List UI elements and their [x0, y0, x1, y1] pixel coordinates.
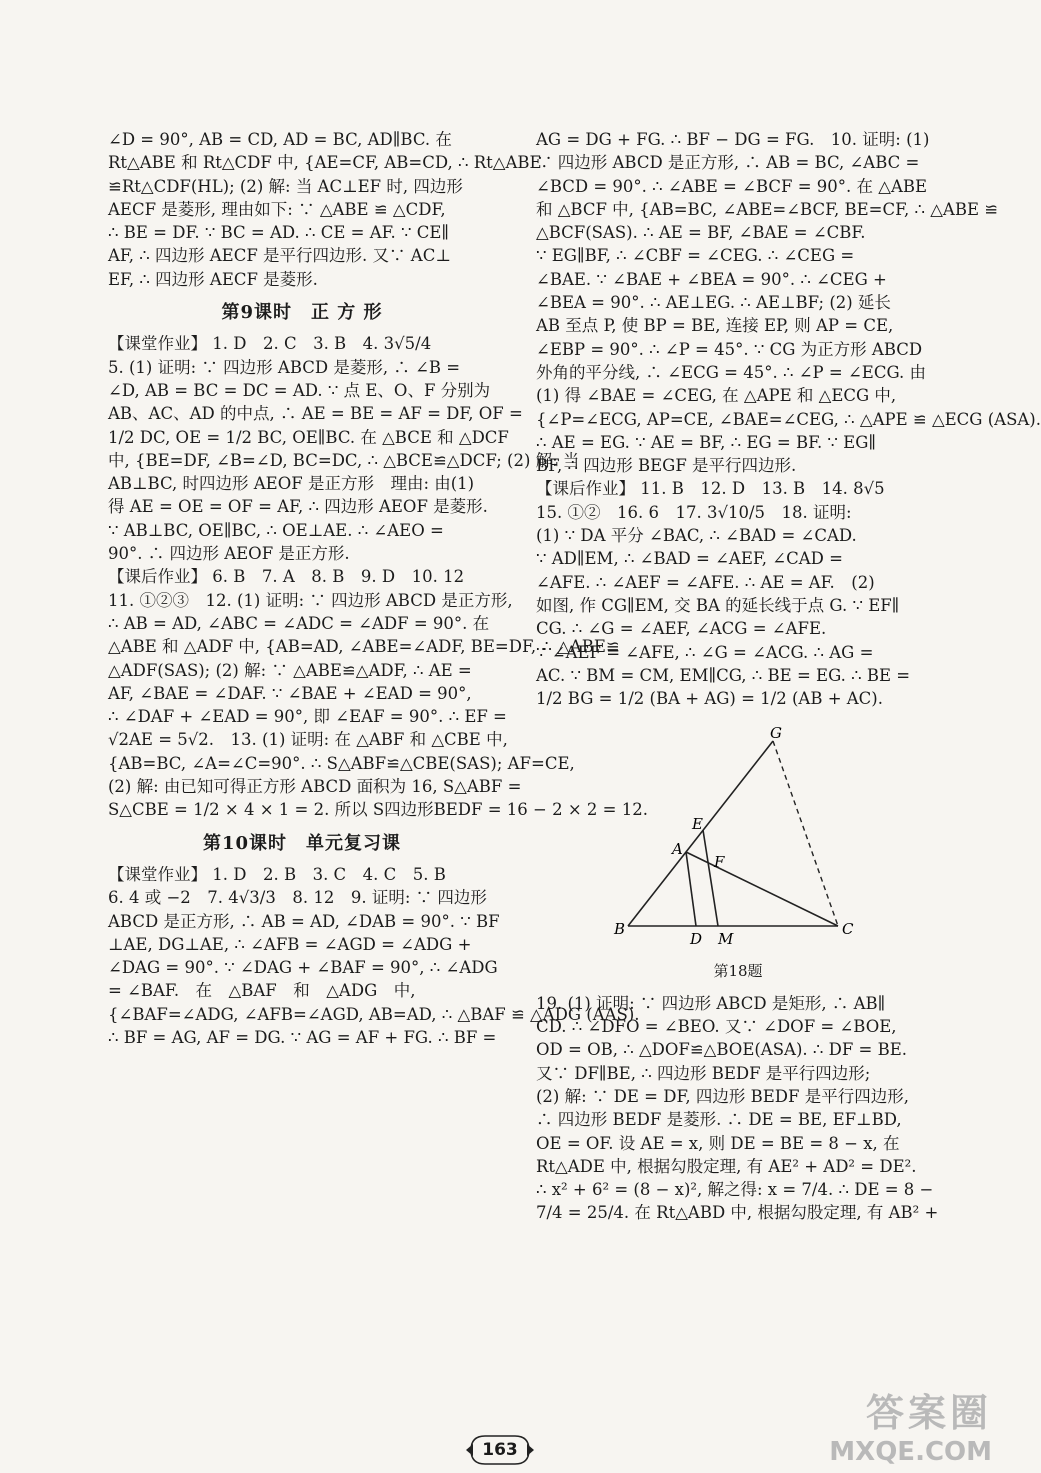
answer-line: AF, ∴ 四边形 AECF 是平行四边形. 又∵ AC⊥ [108, 246, 451, 266]
answer-line: 90°. ∴ 四边形 AEOF 是正方形. [108, 544, 350, 564]
answer-line: AG = DG + FG. ∴ BF − DG = FG. 10. 证明: (1) [536, 130, 930, 149]
answer-line: Rt△ABE 和 Rt△CDF 中, {AE=CF, AB=CD, ∴ Rt△ABE [108, 153, 542, 173]
answer-line: (2) 解: 由已知可得正方形 ABCD 面积为 16, S△ABF = [108, 777, 522, 797]
left-answers-part3 [108, 863, 640, 1049]
answer-line: ∠D = 90°, AB = CD, AD = BC, AD∥BC. 在 [108, 130, 452, 149]
answer-line: AF, ∠BAE = ∠DAF. ∵ ∠BAE + ∠EAD = 90°, [108, 683, 472, 703]
answer-line: ∴ AE = EG. ∵ AE = BF, ∴ EG = BF. ∵ EG∥ [536, 432, 877, 452]
segment-em [703, 830, 718, 926]
answer-line: ∴ 四边形 BEDF 是菱形. ∴ DE = BE, EF⊥BD, [536, 1110, 902, 1130]
label-c: C [842, 920, 854, 939]
watermark-title: 答案圈 [865, 1391, 992, 1435]
answer-line: ∠BCD = 90°. ∴ ∠ABE = ∠BCF = 90°. 在 △ABE [536, 176, 928, 196]
answer-line: 【课堂作业】 1. D 2. C 3. B 4. 3√5/4 [108, 334, 432, 354]
answer-line: ∠DAG = 90°. ∵ ∠DAG + ∠BAF = 90°, ∴ ∠ADG [108, 958, 498, 978]
page-number [465, 1432, 535, 1468]
answer-line: △ABE 和 △ADF 中, {AB=AD, ∠ABE=∠ADF, BE=DF, ∴ △ABE≌ [108, 637, 620, 657]
answer-line: 得 AE = OE = OF = AF, ∴ 四边形 AEOF 是菱形. [108, 497, 488, 517]
geometry-figure-18 [608, 726, 868, 956]
segment-ad [686, 852, 696, 926]
answer-line: ∠D, AB = BC = DC = AD. ∵ 点 E、O、F 分别为 [108, 380, 491, 400]
answer-line: 又∵ DF∥BE, ∴ 四边形 BEDF 是平行四边形; [536, 1063, 871, 1083]
answer-line: ∴ AB = AD, ∠ABC = ∠ADC = ∠ADF = 90°. 在 [108, 613, 490, 633]
lesson-10-heading: 第10课时 单元复习课 [202, 832, 402, 854]
label-f: F [714, 853, 725, 872]
left-answers-part2 [108, 332, 648, 821]
answer-line: △ADF(SAS); (2) 解: ∵ △ABE≌△ADF, ∴ AE = [108, 660, 472, 680]
answer-line: AECF 是菱形, 理由如下: ∵ △ABE ≌ △CDF, [108, 199, 446, 219]
answer-line: 外角的平分线, ∴ ∠ECG = 45°. ∴ ∠P = ∠ECG. 由 [536, 362, 927, 382]
answer-line: 【课后作业】 6. B 7. A 8. B 9. D 10. 12 [108, 567, 465, 587]
answer-line: ∠BEA = 90°. ∴ AE⊥EG. ∴ AE⊥BF; (2) 延长 [536, 293, 891, 313]
answer-line: ∠AFE. ∴ ∠AEF = ∠AFE. ∴ AE = AF. (2) [536, 572, 875, 592]
answer-line: ∴ BE = DF. ∵ BC = AD. ∴ CE = AF. ∵ CE∥ [108, 223, 450, 243]
answer-line: 6. 4 或 −2 7. 4√3/3 8. 12 9. 证明: ∵ 四边形 [108, 888, 487, 908]
answer-line: 如图, 作 CG∥EM, 交 BA 的延长线于点 G. ∵ EF∥ [536, 595, 900, 615]
answer-line: ∴ x² + 6² = (8 − x)², 解之得: x = 7/4. ∴ DE = 8 − [536, 1180, 934, 1200]
answer-line: OD = OB, ∴ △DOF≌△BOE(ASA). ∴ DF = BE. [536, 1040, 908, 1060]
label-m: M [718, 930, 734, 949]
answer-line: 15. ①② 16. 6 17. 3√10/5 18. 证明: [536, 502, 852, 522]
answer-line: 5. (1) 证明: ∵ 四边形 ABCD 是菱形, ∴ ∠B = [108, 357, 461, 377]
answer-line: = ∠BAF. 在 △BAF 和 △ADG 中, [108, 981, 416, 1001]
figure-caption: 第18题 [713, 962, 763, 981]
label-d: D [690, 930, 703, 949]
answer-line: S△CBE = 1/2 × 4 × 1 = 2. 所以 S四边形BEDF = 16 − 2 × 2 = 12. [108, 800, 648, 820]
answer-line: CG. ∴ ∠G = ∠AEF, ∠ACG = ∠AFE. [536, 619, 827, 639]
answer-line: ∵ AD∥EM, ∴ ∠BAD = ∠AEF, ∠CAD = [536, 549, 843, 569]
site-watermark [829, 1382, 992, 1467]
answer-line: Rt△ADE 中, 根据勾股定理, 有 AE² + AD² = DE². [536, 1156, 917, 1176]
answer-line: 11. ①②③ 12. (1) 证明: ∵ 四边形 ABCD 是正方形, [108, 590, 513, 610]
answer-line: (1) ∵ DA 平分 ∠BAC, ∴ ∠BAD = ∠CAD. [536, 526, 857, 546]
label-b: B [614, 920, 626, 939]
answer-line: ≌Rt△CDF(HL); (2) 解: 当 AC⊥EF 时, 四边形 [108, 176, 463, 196]
answer-line: BF, ∴ 四边形 BEGF 是平行四边形. [536, 456, 797, 476]
answer-line: ∵ AB⊥BC, OE∥BC, ∴ OE⊥AE. ∴ ∠AEO = [108, 520, 444, 540]
answer-line: ∠BAE. ∵ ∠BAE + ∠BEA = 90°. ∴ ∠CEG + [536, 269, 887, 289]
answer-line: AB⊥BC, 时四边形 AEOF 是正方形 理由: 由(1) [108, 474, 475, 494]
lesson-9-heading: 第9课时 正 方 形 [221, 302, 383, 324]
answer-line: AB、AC、AD 的中点, ∴ AE = BE = AF = DF, OF = [108, 404, 523, 424]
answer-line: ∴ BF = AG, AF = DG. ∵ AG = AF + FG. ∴ BF = [108, 1027, 497, 1047]
answer-line: CD. ∴ ∠DFO = ∠BEO. 又∵ ∠DOF = ∠BOE, [536, 1017, 897, 1037]
answer-line: {∠BAF=∠ADG, ∠AFB=∠AGD, AB=AD, ∴ △BAF ≌ △ADG (AAS). [108, 1004, 640, 1024]
answer-line: AC. ∵ BM = CM, EM∥CG, ∴ BE = EG. ∴ BE = [536, 665, 911, 685]
answer-line: {AB=BC, ∠A=∠C=90°. ∴ S△ABF≌△CBE(SAS); AF=CE, [108, 753, 575, 773]
answer-line: ∵ ∠AEF = ∠AFE, ∴ ∠G = ∠ACG. ∴ AG = [536, 642, 874, 662]
answer-line: EF, ∴ 四边形 AECF 是菱形. [108, 269, 318, 289]
answer-line: ABCD 是正方形, ∴ AB = AD, ∠DAB = 90°. ∵ BF [108, 911, 500, 931]
answer-line: ∵ EG∥BF, ∴ ∠CBF = ∠CEG. ∴ ∠CEG = [536, 246, 855, 266]
answer-line: ⊥AE, DG⊥AE, ∴ ∠AFB = ∠AGD = ∠ADG + [108, 934, 472, 954]
label-e: E [692, 815, 703, 834]
label-g: G [770, 724, 782, 743]
answer-line: 和 △BCF 中, {AB=BC, ∠ABE=∠BCF, BE=CF, ∴ △ABE ≌ [536, 199, 999, 219]
right-answers-part1 [536, 128, 1041, 710]
answer-line: 19. (1) 证明: ∵ 四边形 ABCD 是矩形, ∴ AB∥ [536, 993, 886, 1013]
answer-line: OE = OF. 设 AE = x, 则 DE = BE = 8 − x, 在 [536, 1133, 900, 1153]
answer-line: AB 至点 P, 使 BP = BE, 连接 EP, 则 AP = CE, [536, 316, 894, 336]
answer-line: 中, {BE=DF, ∠B=∠D, BC=DC, ∴ △BCE≌△DCF; (2) 解: 当 [108, 450, 580, 470]
answer-line: 1/2 DC, OE = 1/2 BC, OE∥BC. 在 △BCE 和 △DCF [108, 427, 509, 447]
answer-line: √2AE = 5√2. 13. (1) 证明: 在 △ABF 和 △CBE 中, [108, 730, 508, 750]
right-answers-part2 [536, 992, 940, 1225]
answer-line: ∴ ∠DAF + ∠EAD = 90°, 即 ∠EAF = 90°. ∴ EF = [108, 707, 507, 727]
answer-line: (1) 得 ∠BAE = ∠CEG, 在 △APE 和 △ECG 中, [536, 386, 897, 406]
answer-line: 1/2 BG = 1/2 (BA + AG) = 1/2 (AB + AC). [536, 689, 883, 709]
answer-line: △BCF(SAS). ∴ AE = BF, ∠BAE = ∠CBF. [536, 223, 866, 243]
answer-line: 【课后作业】 11. B 12. D 13. B 14. 8√5 [536, 479, 885, 499]
answer-line: ∵ 四边形 ABCD 是正方形, ∴ AB = BC, ∠ABC = [536, 153, 920, 173]
answer-line: 7/4 = 25/4. 在 Rt△ABD 中, 根据勾股定理, 有 AB² + [536, 1203, 939, 1223]
segment-bg [628, 741, 773, 926]
left-answers-part1 [108, 128, 542, 291]
label-a: A [672, 840, 683, 859]
answer-line: {∠P=∠ECG, AP=CE, ∠BAE=∠CEG, ∴ △APE ≌ △ECG (ASA). [536, 409, 1041, 429]
left-column [108, 128, 648, 1049]
answer-line: ∠EBP = 90°. ∴ ∠P = 45°. ∵ CG 为正方形 ABCD [536, 339, 923, 359]
answer-line: (2) 解: ∵ DE = DF, 四边形 BEDF 是平行四边形, [536, 1086, 909, 1106]
watermark-url: MXQE.COM [829, 1437, 992, 1467]
page-number-text: 163 [482, 1440, 518, 1460]
answer-line: 【课堂作业】 1. D 2. B 3. C 4. C 5. B [108, 864, 446, 884]
right-column [536, 128, 1041, 1225]
